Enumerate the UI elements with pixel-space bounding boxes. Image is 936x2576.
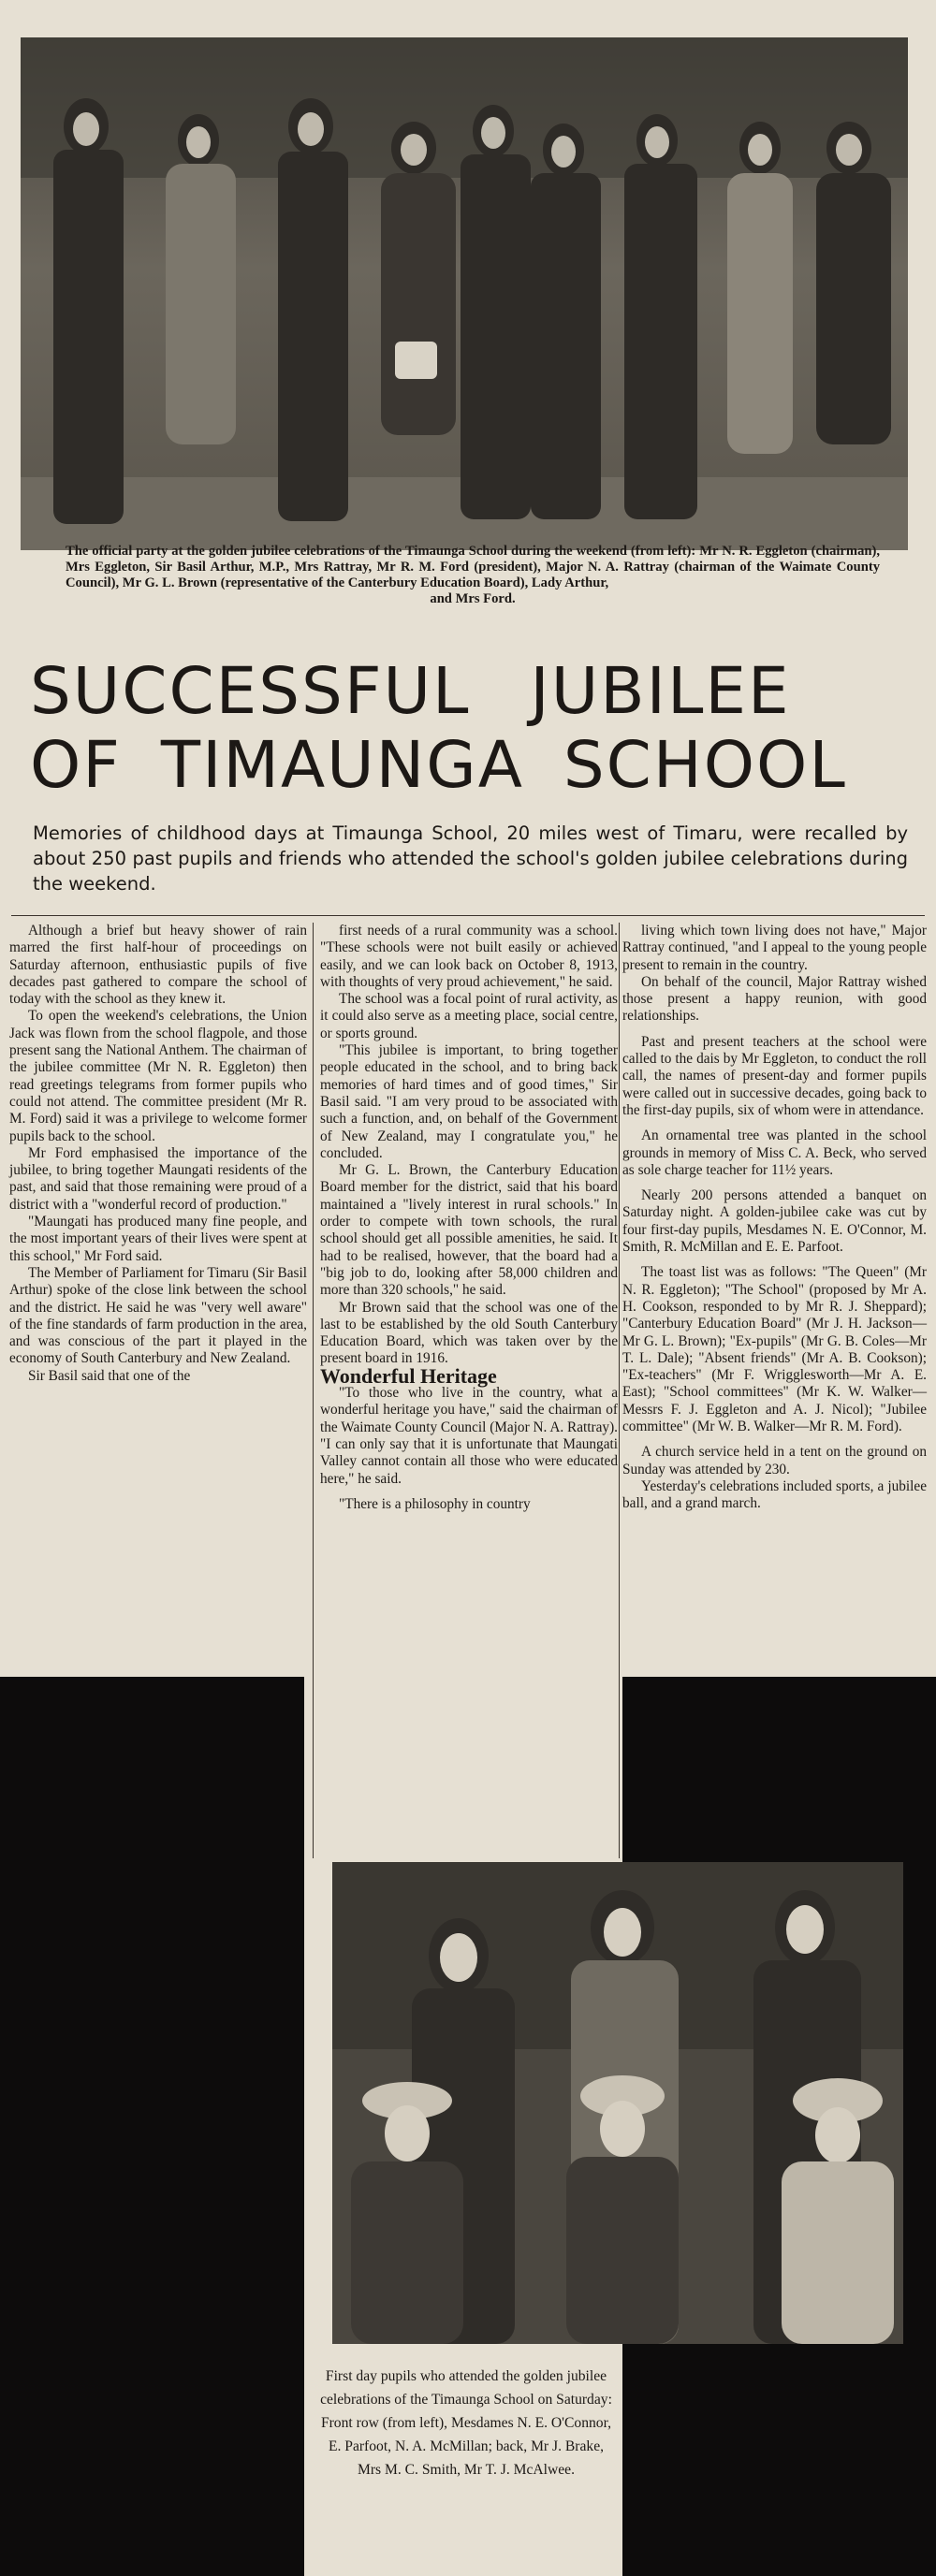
column-rule-2 [619, 923, 620, 1858]
paragraph: "There is a philosophy in country [339, 1495, 531, 1512]
paragraph: Although a brief but heavy shower of rain marred the first half-hour of proceedings on Saturday afternoon, enthusiastic pupils of five decades past gathered to compare the school of today with the school as they knew it. [9, 923, 307, 1008]
official-party-photo [21, 37, 908, 550]
background-left [0, 1677, 304, 2576]
caption-text: The official party at the golden jubilee celebrations of the Timaunga School during the weekend (from left): Mr N. R. Eggleton (chairman), Mrs Eggleton, Sir Basil Arthur, M.P., Mrs Rattray, Mr R. M. Ford (president), Major N. A. Rattray (chairman of the Waimate County Council), Mr G. L. Brown (representative of the Canterbury Education Board), Lady Arthur, [66, 544, 880, 590]
article-column-1 [9, 923, 307, 1385]
paragraph: On behalf of the council, Major Rattray wished those present a happy reunion, with good relationships. [622, 973, 927, 1025]
article-column-3 [622, 923, 927, 1513]
paragraph: Mr Ford emphasised the importance of the jubilee, to bring together Maungati residents of the past, and said that those remaining were proud of a district with a "wonderful record of production." [9, 1144, 307, 1213]
paragraph: Mr Brown said that the school was one of the last to be established by the old South Canterbury Education Board, which was taken over by the present board in 1916. [320, 1299, 618, 1367]
paragraph: To open the weekend's celebrations, the Union Jack was flown from the school flagpole, and those present sang the National Anthem. The chairman of the jubilee committee (Mr N. R. Eggleton) then read greetings telegrams from former pupils who could not attend. The committee president (Mr R. M. Ford) said it was a privilege to welcome former pupils back to the school. [9, 1008, 307, 1144]
paragraph: "To those who live in the country, what a wonderful heritage you have," said the chairman of the Waimate County Council (Major N. A. Rattray). "I can only say that it is unfortunate that Maungati Valley cannot contain all those who were educated here," he said. [320, 1385, 618, 1487]
lead-divider [11, 915, 925, 916]
paragraph: A church service held in a tent on the ground on Sunday was attended by 230. [622, 1444, 927, 1477]
caption-last-line: and Mrs Ford. [430, 591, 516, 606]
first-day-pupils-photo [332, 1862, 903, 2344]
paragraph: Yesterday's celebrations included sports, a jubilee ball, and a grand march. [622, 1477, 927, 1512]
paragraph: Sir Basil said that one of the [28, 1367, 191, 1384]
column-rule-1 [313, 923, 314, 1858]
headline-line-1: SUCCESSFUL JUBILEE [30, 654, 791, 729]
top-photo-caption [66, 544, 880, 607]
subheading: Wonderful Heritage [320, 1363, 497, 1388]
bottom-photo-caption: First day pupils who attended the golden jubilee celebrations of the Timaunga School on Saturday: Front row (from left), Mesdames N. E. O'Connor, E. Parfoot, N. A. McMillan; back, Mr J. Brake, Mrs M. C. Smith, Mr T. J. McAlwee. [320, 2368, 612, 2478]
article-column-2 [320, 923, 618, 1513]
paragraph: first needs of a rural community was a school. "These schools were not built easily or achieved easily, and we can look back on October 8, 1913, with thoughts of very proud achievement," he said. [320, 923, 618, 990]
headline-line-2: OF TIMAUNGA SCHOOL [30, 728, 847, 803]
paragraph: The Member of Parliament for Timaru (Sir Basil Arthur) spoke of the close link between the school and the district. He said he was "very well aware" of the fine standards of farm production in the area, and was conscious of the part it played in the economy of South Canterbury and New Zealand. [9, 1264, 307, 1367]
paragraph: Mr G. L. Brown, the Canterbury Education Board member for the district, said that his board maintained a "lively interest in rural schools." In order to compete with town schools, the rural school should get all possible amenities, he said. It had to be realised, however, that the board had a "big job to do, looking after 58,000 children and more than 320 schools," he said. [320, 1162, 618, 1299]
lead-paragraph: Memories of childhood days at Timaunga School, 20 miles west of Timaru, were recalled by about 250 past pupils and friends who attended the school's golden jubilee celebrations during the weekend. [33, 822, 908, 895]
headline [30, 655, 910, 803]
paragraph: An ornamental tree was planted in the school grounds in memory of Miss C. A. Beck, who served as sole charge teacher for 11½ years. [622, 1128, 927, 1178]
paragraph: "This jubilee is important, to bring together people educated in the school, and to bring back memories of hard times and of good times," Sir Basil said. "I am very proud to be associated with such a function, and, on behalf of the Government of New Zealand, may I congratulate you," he concluded. [320, 1042, 618, 1161]
paragraph: living which town living does not have," Major Rattray continued, "and I appeal to the young people present to remain in the country. [622, 923, 927, 973]
paragraph: Past and present teachers at the school were called to the dais by Mr Eggleton, to conduct the roll call, the names of present-day and former pupils were called out in successive decades, going back to the first-day pupils, six of whom were in attendance. [622, 1033, 927, 1118]
paragraph: The toast list was as follows: "The Queen" (Mr N. R. Eggleton); "The School" (proposed by Mr A. H. Cookson, responded to by Mr R. J. Sheppard); "Canterbury Education Board" (Mr J. H. Jackson—Mr G. L. Brown); "Ex-pupils" (Mr G. B. Coles—Mr T. L. Dale); "Absent friends" (Mr A. B. Cookson); "Ex-teachers" (Mr F. Wrigglesworth—Mr A. E. East); "School committees" (Mr K. W. Walker—Messrs F. J. Eggleton and A. J. Nicol); "Jubilee committee" (Mr W. B. Walker—Mr R. M. Ford). [622, 1264, 927, 1435]
background-right [622, 2363, 936, 2576]
paragraph: "Maungati has produced many fine people, and the most important years of their lives were spent at this school," Mr Ford said. [9, 1214, 307, 1264]
paragraph: The school was a focal point of rural activity, as it could also serve as a meeting place, social centre, or sports ground. [320, 991, 618, 1041]
paragraph: Nearly 200 persons attended a banquet on Saturday night. A golden-jubilee cake was cut by four first-day pupils, Mesdames N. E. O'Connor, M. Smith, R. McMillan and E. E. Parfoot. [622, 1187, 927, 1256]
